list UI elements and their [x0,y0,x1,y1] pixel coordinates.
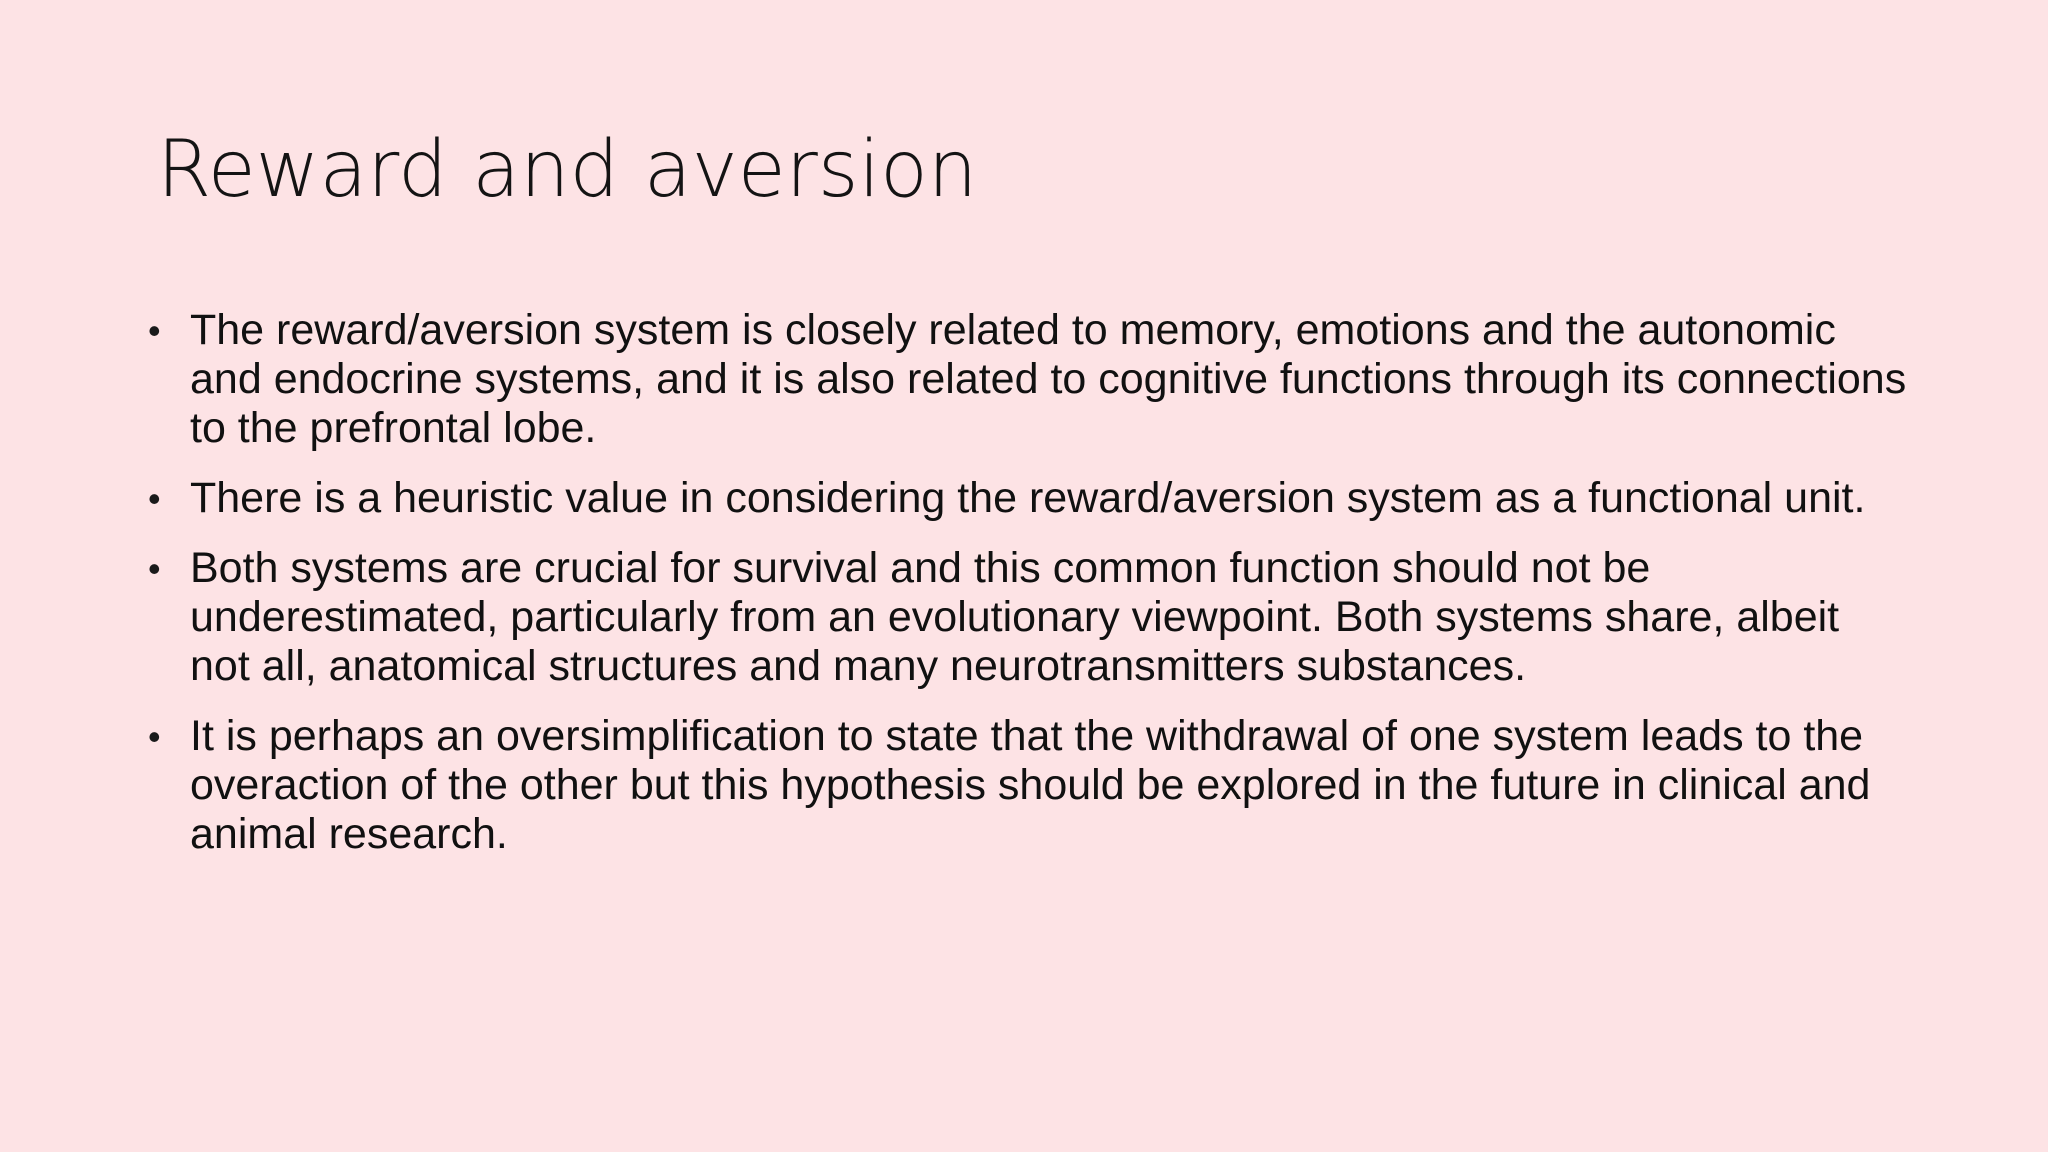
bullet-item-4 [148,712,1908,859]
bullet-text-3: Both systems are crucial for survival and this common function should not be underestimated, particularly from an evolutionary viewpoint. Both systems share, albeit not all, anatomical structures and many neurotransmitters substances. [190,544,1840,690]
bullet-text-2: There is a heuristic value in considering the reward/aversion system as a functional unit. [190,474,1866,522]
bullet-icon: • [148,716,161,757]
bullet-icon: • [148,478,161,519]
bullet-text-4: It is perhaps an oversimplification to state that the withdrawal of one system leads to the overaction of the other but this hypothesis should be explored in the future in clinical and animal research. [190,712,1871,858]
bullet-icon: • [148,548,161,589]
bullet-item-1 [148,306,1908,453]
bullet-icon: • [148,310,161,351]
slide-title: Reward and aversion [157,125,978,215]
bullet-item-3 [148,544,1908,691]
bullet-item-2 [148,474,1908,523]
bullet-list [148,306,1908,880]
bullet-text-1: The reward/aversion system is closely related to memory, emotions and the autonomic and endocrine systems, and it is also related to cognitive functions through its connections to the prefrontal lobe. [190,306,1907,452]
